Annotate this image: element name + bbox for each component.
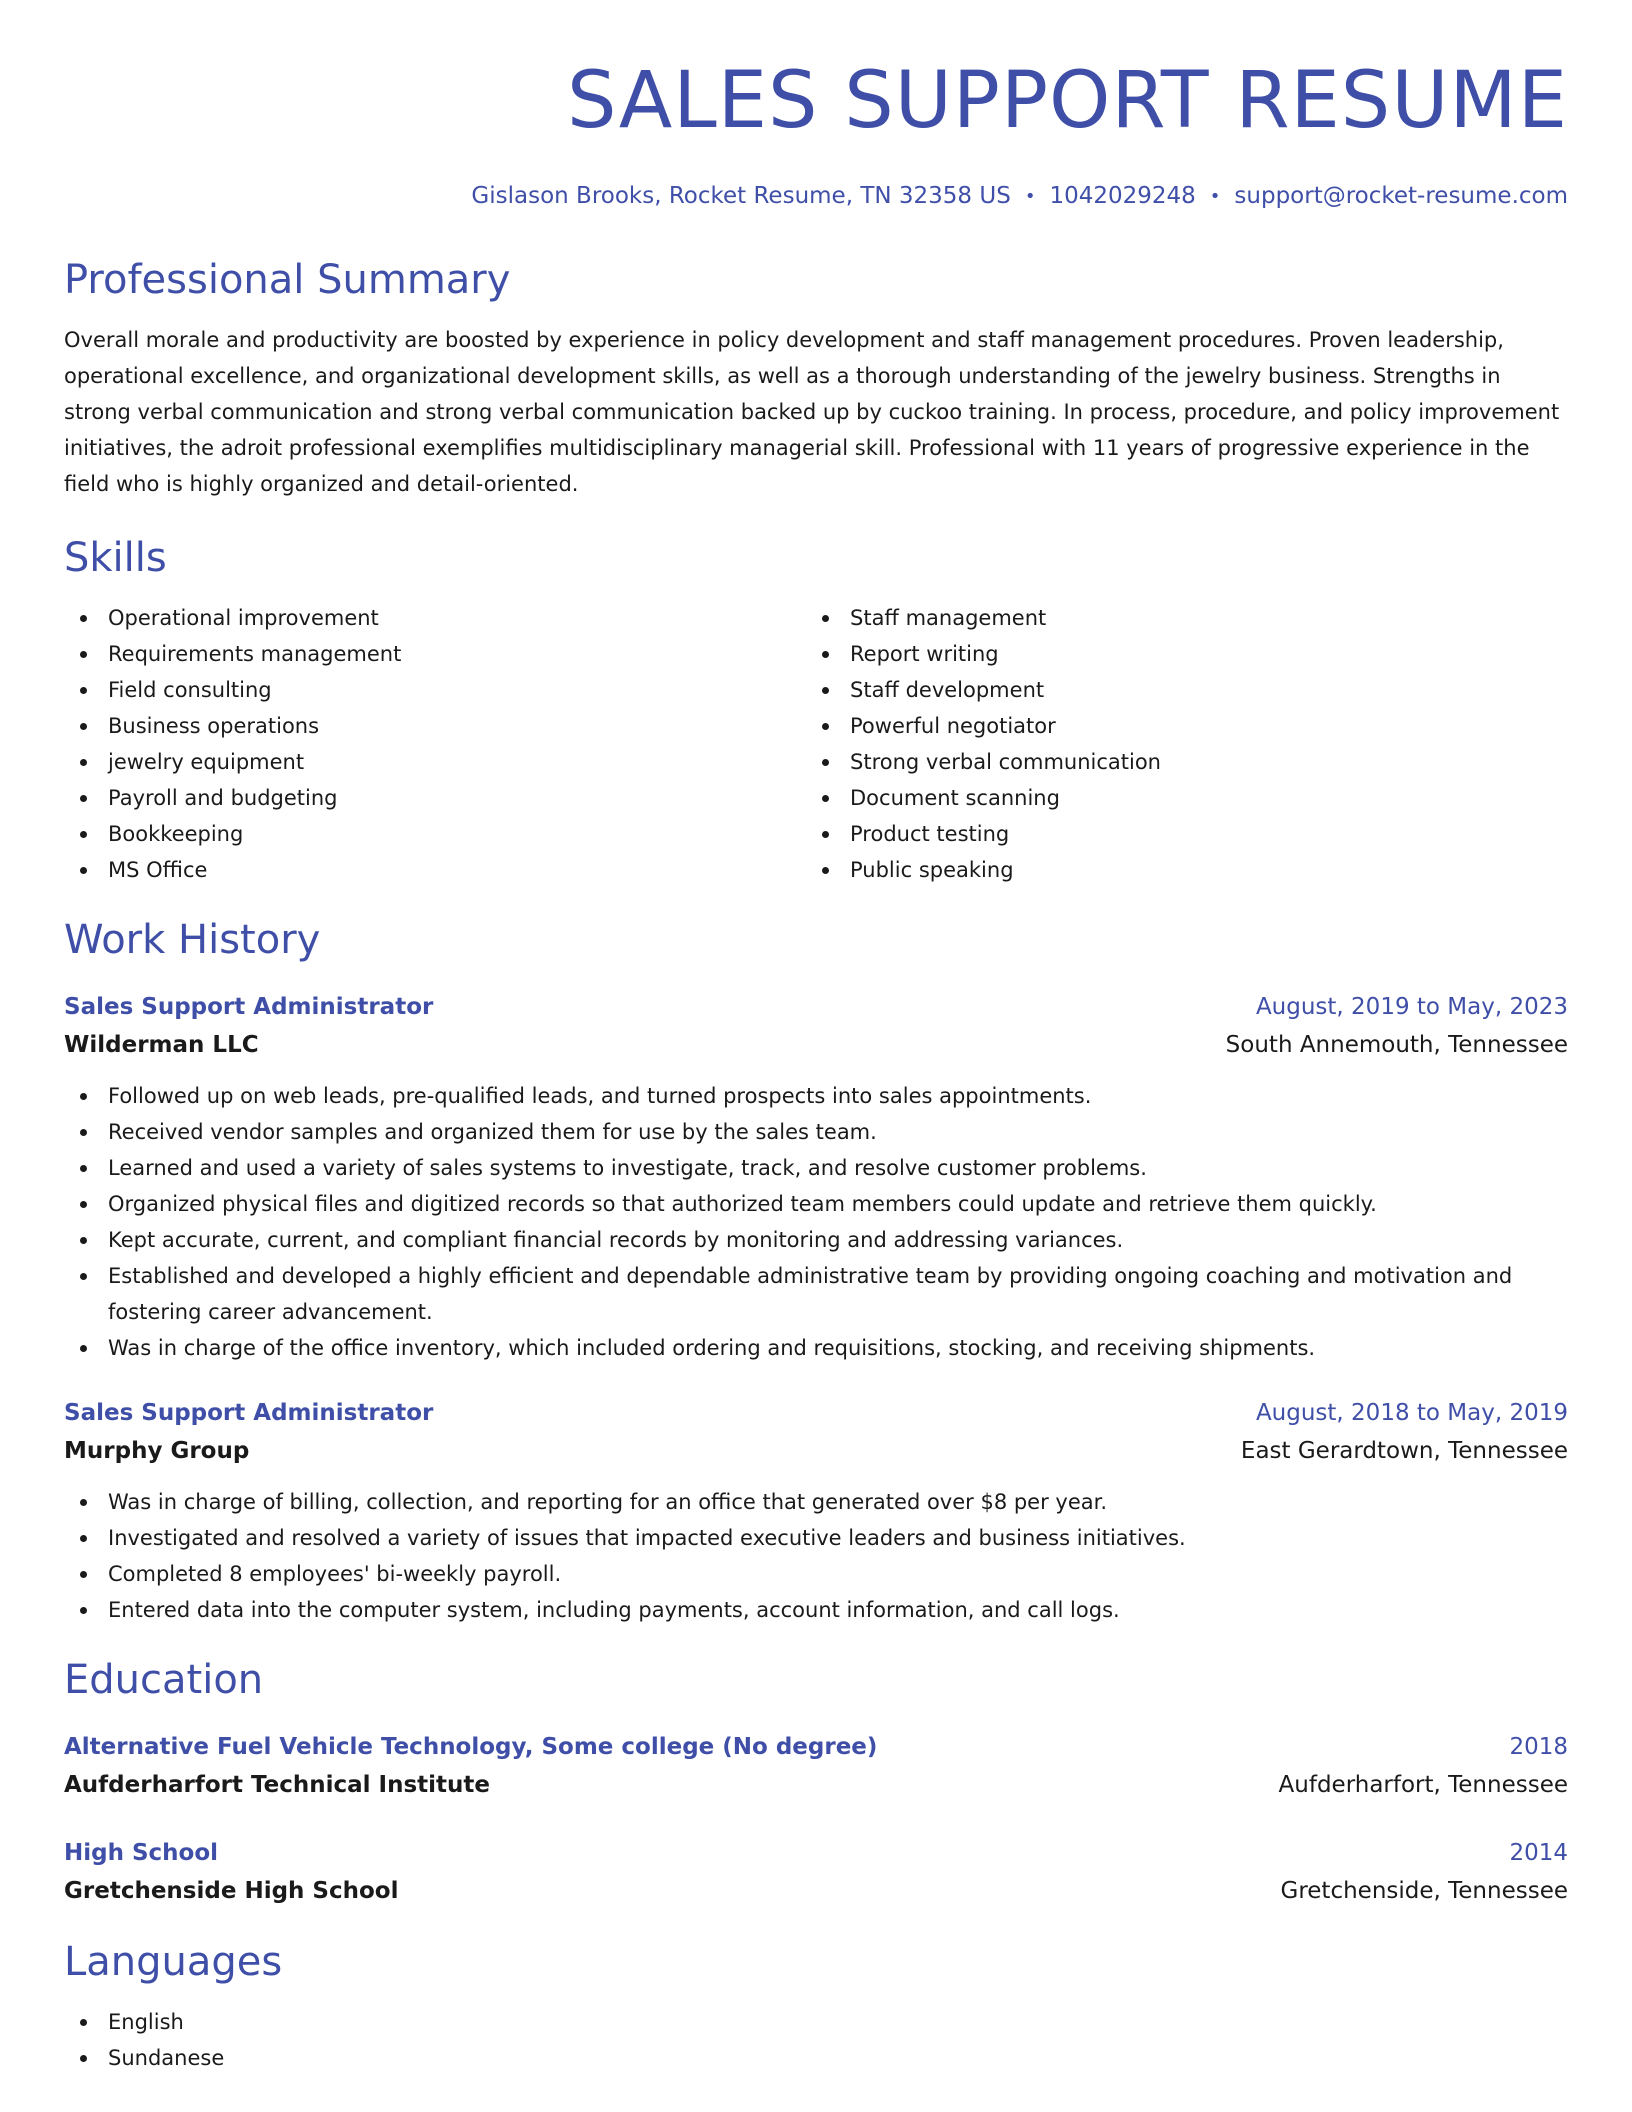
section-title-work-history: Work History <box>64 917 321 963</box>
skills-list-right <box>806 600 1548 888</box>
education-entry <box>64 1728 1568 1804</box>
education-header <box>64 1834 1568 1872</box>
skill-item: Powerful negotiator <box>806 708 1548 744</box>
skill-item: Business operations <box>64 708 806 744</box>
job-bullet: Entered data into the computer system, including payments, account information, and call logs. <box>64 1592 1568 1628</box>
resume-title: SALES SUPPORT RESUME <box>566 56 1568 146</box>
job-entry <box>64 988 1568 1366</box>
education-subheader <box>64 1872 1568 1910</box>
summary-text: Overall morale and productivity are boosted by experience in policy development and staff management procedures. Proven leadership, operational excellence, and organizational development skills, as well as a thorough understanding of the jewelry business. Strengths in strong verbal communication and strong verbal communication backed up by cuckoo training. In process, procedure, and policy improvement initiatives, the adroit professional exemplifies multidisciplinary managerial skill. Professional with 11 years of progressive experience in the field who is highly organized and detail-oriented. <box>64 328 1560 496</box>
contact-line <box>64 180 1568 212</box>
contact-separator: • <box>1209 186 1221 207</box>
skill-item: MS Office <box>64 852 806 888</box>
education-degree: Alternative Fuel Vehicle Technology, Some college (No degree) <box>64 1734 878 1760</box>
education-location: Gretchenside, Tennessee <box>1280 1878 1568 1904</box>
skill-item: Strong verbal communication <box>806 744 1548 780</box>
job-entry <box>64 1394 1568 1628</box>
job-header <box>64 1394 1568 1432</box>
skill-item: Document scanning <box>806 780 1548 816</box>
section-title-professional-summary: Professional Summary <box>64 257 511 303</box>
skill-item: Product testing <box>806 816 1548 852</box>
skill-item: Staff management <box>806 600 1548 636</box>
job-bullet: Followed up on web leads, pre-qualified leads, and turned prospects into sales appointments. <box>64 1078 1568 1114</box>
job-subheader <box>64 1432 1568 1470</box>
skills-list-left <box>64 600 806 888</box>
education-subheader <box>64 1766 1568 1804</box>
job-company: Murphy Group <box>64 1438 250 1464</box>
education-header <box>64 1728 1568 1766</box>
education-degree: High School <box>64 1840 219 1866</box>
skill-item: Requirements management <box>64 636 806 672</box>
job-bullet: Established and developed a highly efficient and dependable administrative team by providing ongoing coaching and motivation and fostering career advancement. <box>64 1258 1568 1330</box>
section-title-skills: Skills <box>64 535 167 581</box>
job-bullet: Kept accurate, current, and compliant financial records by monitoring and addressing variances. <box>64 1222 1568 1258</box>
job-bullets <box>64 1484 1568 1628</box>
skill-item: Report writing <box>806 636 1548 672</box>
resume-page <box>64 0 1568 2076</box>
languages-list <box>64 2004 1568 2076</box>
section-title-languages: Languages <box>64 1939 283 1985</box>
contact-address: Gislason Brooks, Rocket Resume, TN 32358 US <box>471 183 1011 209</box>
skill-item: Bookkeeping <box>64 816 806 852</box>
job-company: Wilderman LLC <box>64 1032 259 1058</box>
skills-columns <box>64 600 1568 888</box>
job-location: South Annemouth, Tennessee <box>1225 1032 1568 1058</box>
job-subheader <box>64 1026 1568 1064</box>
job-title: Sales Support Administrator <box>64 1400 434 1426</box>
job-header <box>64 988 1568 1026</box>
job-location: East Gerardtown, Tennessee <box>1240 1438 1568 1464</box>
contact-phone: 1042029248 <box>1049 183 1196 209</box>
education-year: 2014 <box>1509 1840 1568 1866</box>
skill-item: Payroll and budgeting <box>64 780 806 816</box>
job-bullet: Completed 8 employees' bi-weekly payroll. <box>64 1556 1568 1592</box>
job-bullet: Received vendor samples and organized them for use by the sales team. <box>64 1114 1568 1150</box>
language-item: Sundanese <box>64 2040 1568 2076</box>
skill-item: Staff development <box>806 672 1548 708</box>
education-year: 2018 <box>1509 1734 1568 1760</box>
job-bullet: Was in charge of the office inventory, which included ordering and requisitions, stocking, and receiving shipments. <box>64 1330 1568 1366</box>
job-bullet: Learned and used a variety of sales systems to investigate, track, and resolve customer problems. <box>64 1150 1568 1186</box>
education-school: Aufderharfort Technical Institute <box>64 1772 490 1798</box>
language-item: English <box>64 2004 1568 2040</box>
skill-item: Public speaking <box>806 852 1548 888</box>
education-location: Aufderharfort, Tennessee <box>1278 1772 1568 1798</box>
job-bullet: Was in charge of billing, collection, and reporting for an office that generated over $8 per year. <box>64 1484 1568 1520</box>
job-dates: August, 2018 to May, 2019 <box>1255 1400 1568 1426</box>
job-bullets <box>64 1078 1568 1366</box>
education-school: Gretchenside High School <box>64 1878 399 1904</box>
education-entry <box>64 1834 1568 1910</box>
skill-item: jewelry equipment <box>64 744 806 780</box>
skill-item: Operational improvement <box>64 600 806 636</box>
job-dates: August, 2019 to May, 2023 <box>1255 994 1568 1020</box>
job-bullet: Organized physical files and digitized records so that authorized team members could update and retrieve them quickly. <box>64 1186 1568 1222</box>
contact-separator: • <box>1024 186 1036 207</box>
skill-item: Field consulting <box>64 672 806 708</box>
section-title-education: Education <box>64 1657 264 1703</box>
contact-email: support@rocket-resume.com <box>1234 183 1568 209</box>
job-title: Sales Support Administrator <box>64 994 434 1020</box>
job-bullet: Investigated and resolved a variety of issues that impacted executive leaders and business initiatives. <box>64 1520 1568 1556</box>
